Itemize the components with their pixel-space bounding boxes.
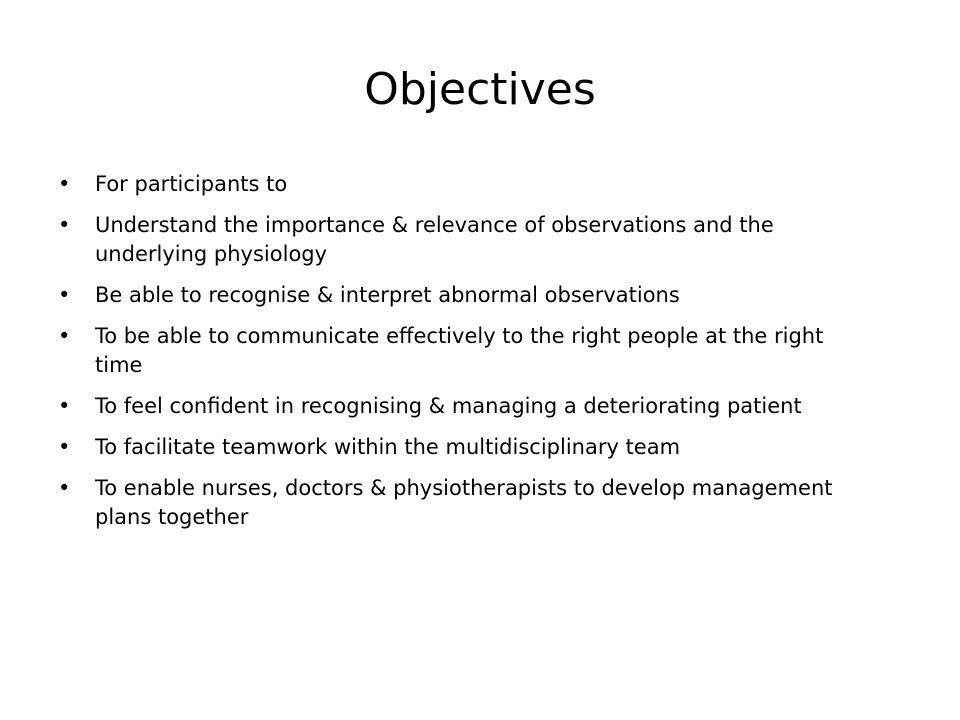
bullet-text: For participants to: [95, 172, 288, 196]
bullet-item-recognise-abnormal: [58, 281, 848, 310]
bullet-point-icon: •: [58, 324, 71, 348]
bullet-point-icon: •: [58, 213, 71, 237]
bullet-text: To feel confident in recognising & managing a deteriorating patient: [95, 394, 802, 418]
bullet-point-icon: •: [58, 435, 71, 459]
bullet-item-participants: [58, 170, 848, 199]
bullet-text: To enable nurses, doctors & physiotherapists to develop management plans together: [95, 476, 833, 529]
bullet-point-icon: •: [58, 476, 71, 500]
bullet-item-communicate: [58, 322, 848, 380]
bullet-text: Be able to recognise & interpret abnormal observations: [95, 283, 680, 307]
bullet-text: To facilitate teamwork within the multidisciplinary team: [95, 435, 681, 459]
bullet-list: [58, 170, 848, 544]
bullet-point-icon: •: [58, 283, 71, 307]
bullet-item-teamwork: [58, 433, 848, 462]
bullet-item-understand-observations: [58, 211, 848, 269]
bullet-text: To be able to communicate effectively to the right people at the right time: [95, 324, 824, 377]
bullet-point-icon: •: [58, 394, 71, 418]
bullet-text: Understand the importance & relevance of observations and the underlying physiology: [95, 213, 774, 266]
bullet-item-confidence: [58, 392, 848, 421]
bullet-point-icon: •: [58, 172, 71, 196]
bullet-item-management-plans: [58, 474, 848, 532]
slide-title: Objectives: [364, 64, 596, 115]
